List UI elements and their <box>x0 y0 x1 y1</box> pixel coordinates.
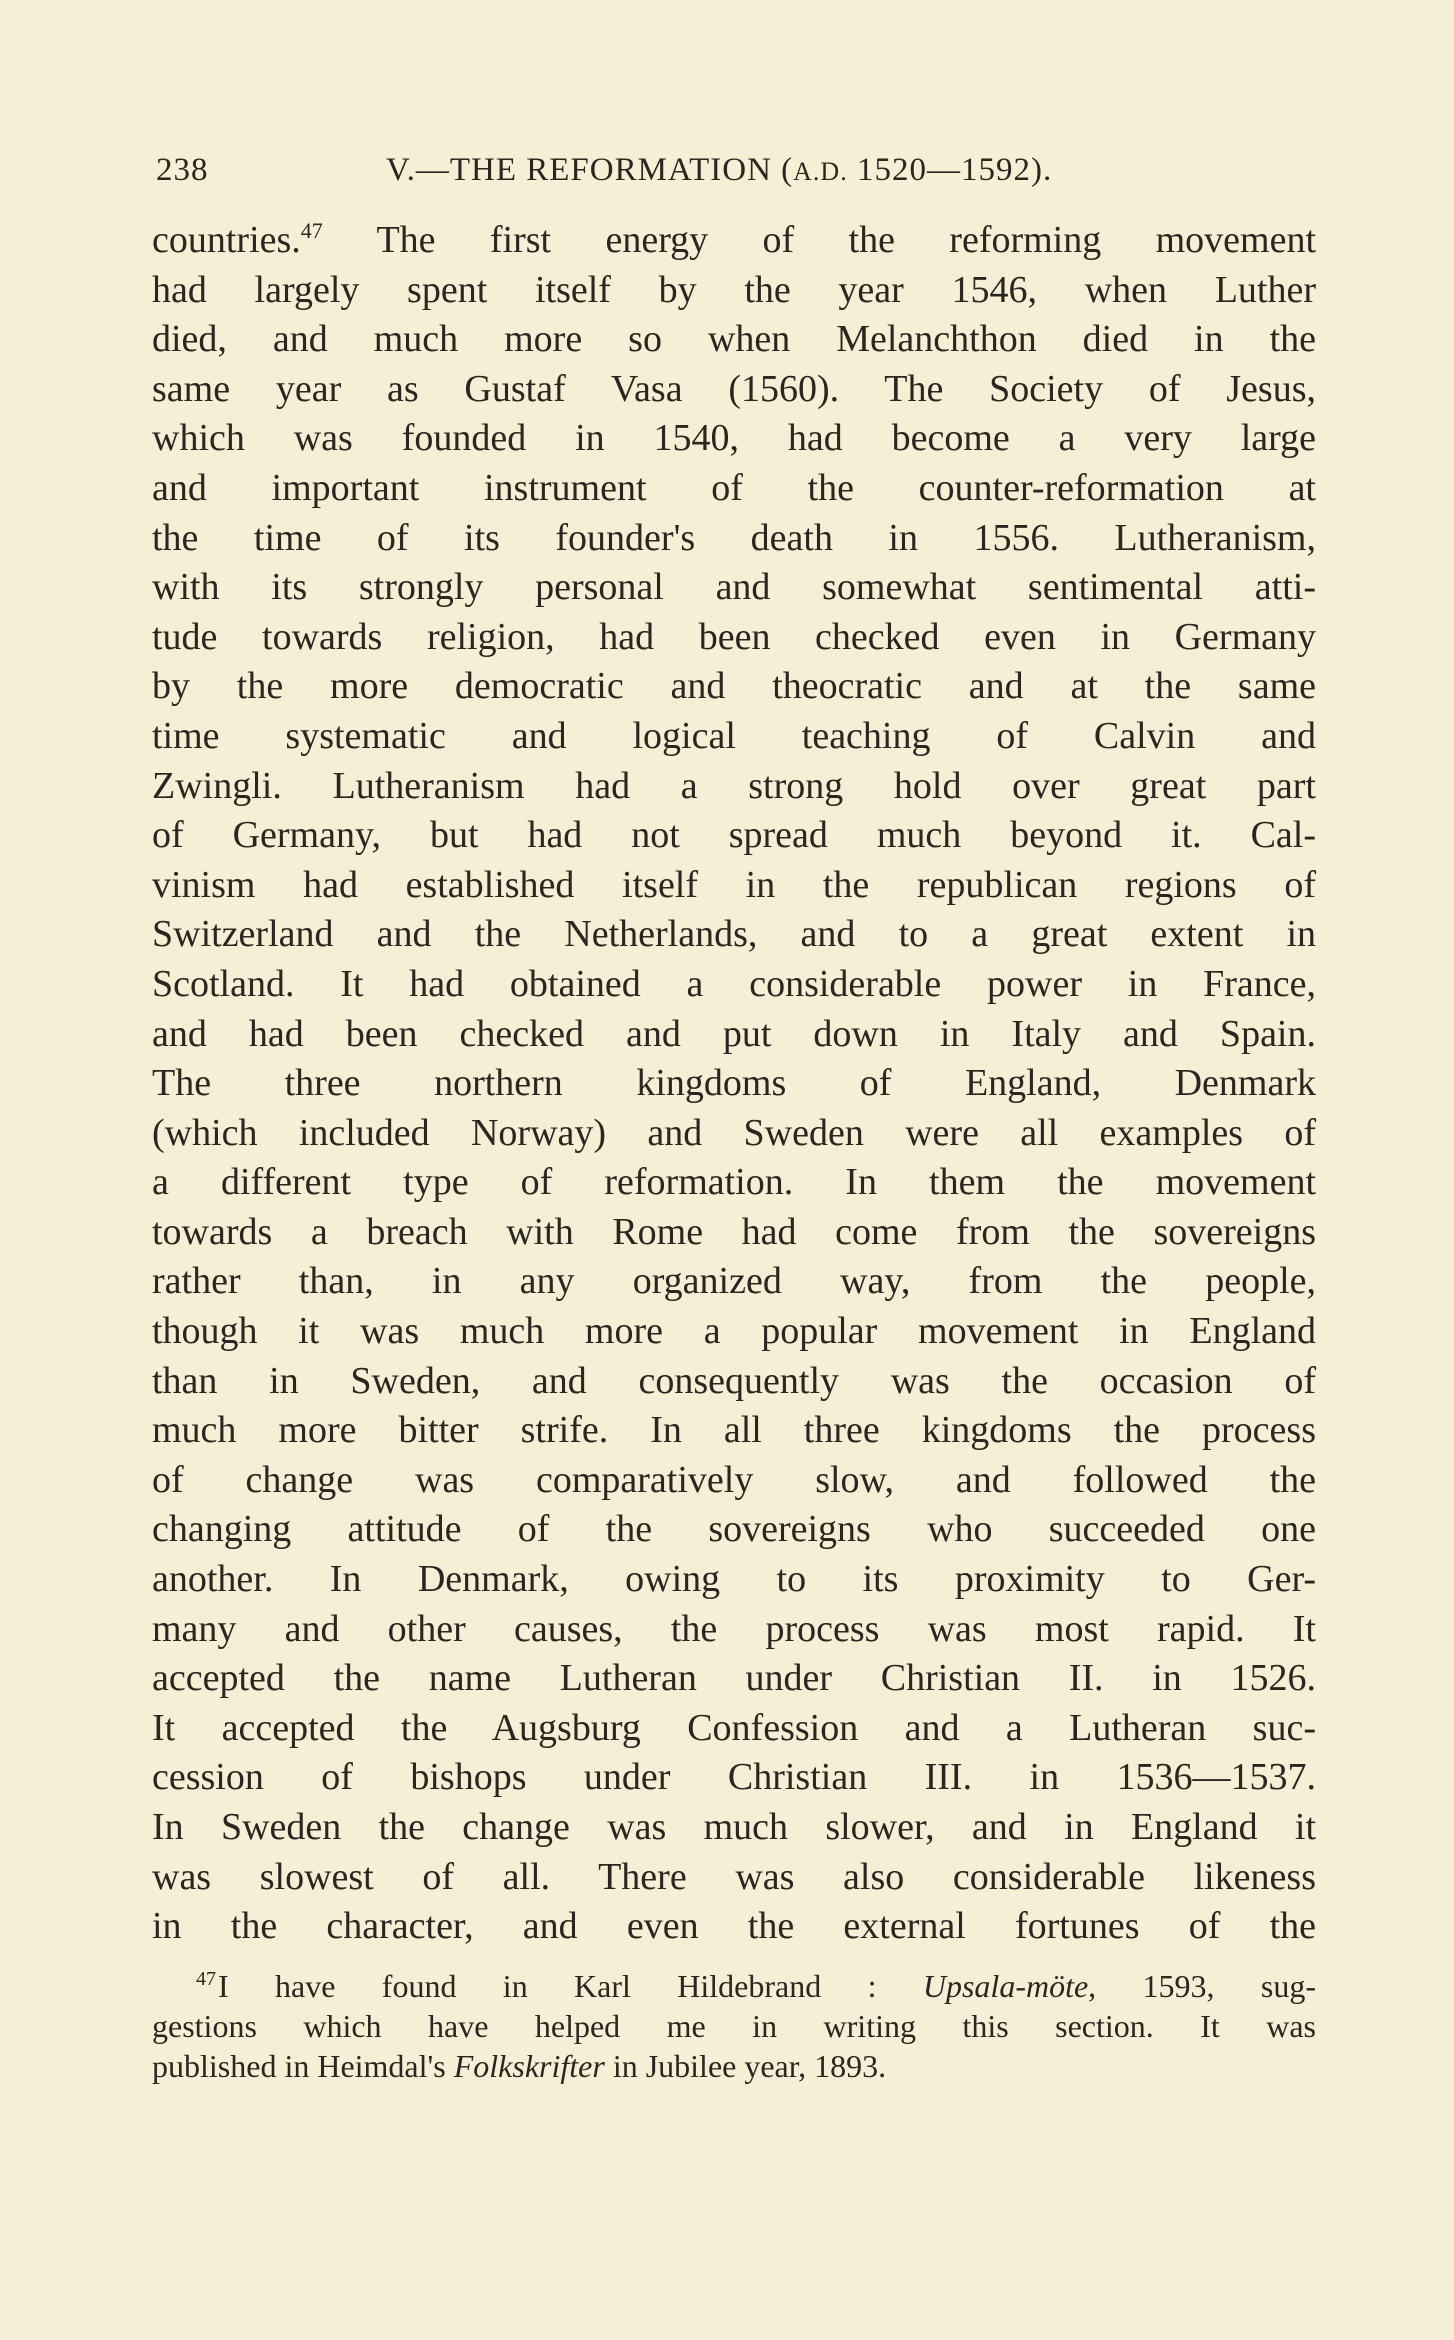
text-line: Switzerland and the Netherlands, and to a great extent in <box>152 913 1316 956</box>
footnote <box>152 1966 1316 2086</box>
text-line: changing attitude of the sovereigns who succeeded one <box>152 1508 1316 1551</box>
text-line: tude towards religion, had been checked even in Germany <box>152 615 1316 658</box>
text-line: in the character, and even the external fortunes of the <box>152 1905 1316 1948</box>
text-line: vinism had established itself in the republican regions of <box>152 863 1316 906</box>
body-text <box>152 216 1316 1952</box>
cited-title: Folkskrifter <box>453 2048 605 2084</box>
text-line: the time of its founder's death in 1556. Lutheranism, <box>152 516 1316 559</box>
text-line: towards a breach with Rome had come from the sovereigns <box>152 1210 1316 1253</box>
text-line: than in Sweden, and consequently was the occasion of <box>152 1359 1316 1402</box>
footnote-line: gestions which have helped me in writing this section. It was <box>152 2008 1316 2044</box>
footnote-reference[interactable]: 47 <box>300 218 323 243</box>
text-line: died, and much more so when Melanchthon died in the <box>152 318 1316 361</box>
footnote-line: $^{47}$I have found in Karl Hildebrand : Upsala-möte, 1593, sug- <box>196 1968 1317 2004</box>
text-line: Scotland. It had obtained a considerable power in France, <box>152 962 1316 1005</box>
text-line: of Germany, but had not spread much beyond it. Cal- <box>152 814 1316 857</box>
text-line: accepted the name Lutheran under Christian II. in 1526. <box>152 1657 1316 1700</box>
text-line: and important instrument of the counter-reformation at <box>152 466 1316 509</box>
text-line: much more bitter strife. In all three kingdoms the process <box>152 1409 1316 1452</box>
text-line: with its strongly personal and somewhat sentimental atti- <box>152 566 1316 609</box>
text-line: rather than, in any organized way, from the people, <box>152 1260 1316 1303</box>
text-line: Zwingli. Lutheranism had a strong hold over great part <box>152 764 1316 807</box>
text-line: of change was comparatively slow, and followed the <box>152 1458 1316 1501</box>
text-line: and had been checked and put down in Italy and Spain. <box>152 1012 1316 1055</box>
text-line: The three northern kingdoms of England, Denmark <box>152 1062 1316 1105</box>
cited-title: Upsala-möte <box>922 1968 1089 2004</box>
text-line: (which included Norway) and Sweden were all examples of <box>152 1111 1316 1154</box>
text-line: had largely spent itself by the year 1546, when Luther <box>152 268 1316 311</box>
text-line: countries.$^{47}$ The first energy of the reforming movement <box>152 218 1316 261</box>
text-line: a different type of reformation. In them the movement <box>152 1161 1316 1204</box>
text-line: time systematic and logical teaching of Calvin and <box>152 714 1316 757</box>
text-line: which was founded in 1540, had become a very large <box>152 417 1316 460</box>
text-line: It accepted the Augsburg Confession and a Lutheran suc- <box>152 1706 1316 1749</box>
text-line: another. In Denmark, owing to its proximity to Ger- <box>152 1558 1316 1601</box>
text-line: many and other causes, the process was most rapid. It <box>152 1607 1316 1650</box>
text-line: same year as Gustaf Vasa (1560). The Society of Jesus, <box>152 367 1316 410</box>
text-line: In Sweden the change was much slower, and in England it <box>152 1806 1316 1848</box>
text-line: though it was much more a popular movement in England <box>152 1310 1316 1353</box>
running-header <box>156 148 1316 192</box>
text-line: by the more democratic and theocratic and at the same <box>152 665 1316 708</box>
page-number: 238 <box>156 152 209 188</box>
chapter-title: V.—THE REFORMATION (A.D. 1520—1592). <box>386 152 1053 188</box>
footnote-line: published in Heimdal's Folkskrifter in Jubilee year, 1893. <box>152 2048 887 2084</box>
footnote-mark: 47 <box>196 1968 216 1990</box>
text-line: cession of bishops under Christian III. in 1536—1537. <box>152 1756 1316 1799</box>
text-line: was slowest of all. There was also considerable likeness <box>152 1855 1316 1898</box>
